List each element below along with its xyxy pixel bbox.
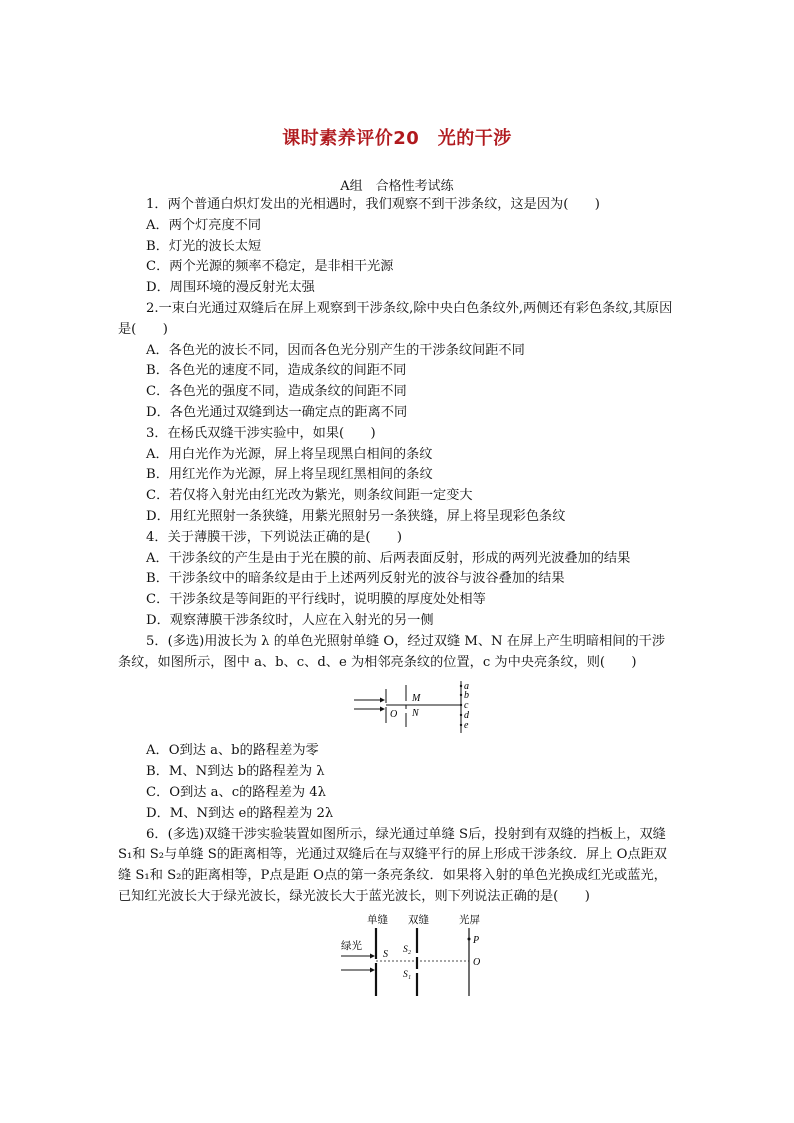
q6-label-p: P — [473, 934, 480, 946]
q3-option-c: C．若仅将入射光由红光改为紫光，则条纹间距一定变大 — [146, 488, 473, 504]
q2-option-d: D．各色光通过双缝到达一确定点的距离不同 — [146, 404, 408, 420]
q5-option-c: C．O到达 a、c的路程差为 4λ — [146, 784, 326, 800]
q2-option-c: C．各色光的强度不同，造成条纹的间距不同 — [146, 384, 407, 400]
q6-label-screen: 光屏 — [459, 913, 480, 926]
q5-label-d: d — [464, 710, 469, 722]
q4-option-a: A．干涉条纹的产生是由于光在膜的前、后两表面反射，形成的两列光波叠加的结果 — [146, 550, 631, 566]
q1-stem: 1．两个普通白炽灯发出的光相遇时，我们观察不到干涉条纹，这是因为( ) — [146, 197, 600, 212]
q6-stem: 6．(多选)双缝干涉实验装置如图所示，绿光通过单缝 S后，投射到有双缝的挡板上，双缝 S₁和 S₂与单缝 S的距离相等，光通过双缝后在与双缝平行的屏上形成干涉条纹．屏上 O点距双缝 S₁和 S₂的距离相等，P点是距 O点的第一条亮条纹．如果将入射的单色光换成红光或蓝光，已知红光波长大于绿光波长，绿光波长大于蓝光波长，则下列说法正确的是( ) — [118, 826, 667, 904]
q1-option-c: C．两个光源的频率不稳定，是非相干光源 — [146, 259, 394, 275]
q2-option-b: B．各色光的速度不同，造成条纹的间距不同 — [146, 363, 407, 379]
question-list — [118, 195, 678, 998]
q5-double-slit-figure — [350, 679, 474, 735]
q3-stem: 3．在杨氏双缝干涉实验中，如果( ) — [146, 425, 376, 441]
q5-label-e: e — [464, 720, 469, 732]
q4-stem: 4．关于薄膜干涉，下列说法正确的是( ) — [146, 529, 403, 545]
q3-option-a: A．用白光作为光源，屏上将呈现黑白相间的条纹 — [146, 446, 433, 462]
q5-label-c: c — [464, 700, 469, 712]
q6-label-o: O — [473, 956, 481, 968]
q1-option-d: D．周围环境的漫反射光太强 — [146, 280, 315, 296]
q5-option-d: D．M、N到达 e的路程差为 2λ — [146, 805, 334, 821]
q5-label-n: N — [412, 708, 419, 720]
q4-option-b: B．干涉条纹中的暗条纹是由于上述两列反射光的波谷与波谷叠加的结果 — [146, 571, 565, 587]
q5-label-b: b — [464, 690, 469, 702]
group-heading: A组 合格性考试练 — [340, 179, 454, 194]
q5-label-m: M — [412, 693, 421, 705]
q1-option-b: B．灯光的波长太短 — [146, 238, 262, 254]
q4-option-d: D．观察薄膜干涉条纹时，人应在入射光的另一侧 — [146, 612, 434, 628]
q6-label-green-light: 绿光 — [341, 939, 362, 952]
q6-double-slit-apparatus-figure — [338, 912, 498, 998]
q1-option-a: A．两个灯亮度不同 — [146, 217, 262, 233]
q5-option-a: A．O到达 a、b的路程差为零 — [146, 743, 319, 759]
q5-option-b: B．M、N到达 b的路程差为 λ — [146, 764, 325, 780]
q2-stem: 2.一束白光通过双缝后在屏上观察到干涉条纹,除中央白色条纹外,两侧还有彩色条纹,其原因是( ) — [118, 300, 673, 337]
q3-option-b: B．用红光作为光源，屏上将呈现红黑相间的条纹 — [146, 467, 433, 483]
q3-option-d: D．用红光照射一条狭缝，用紫光照射另一条狭缝，屏上将呈现彩色条纹 — [146, 508, 566, 524]
q6-label-s1: S₁ — [403, 969, 412, 980]
q6-label-single-slit: 单缝 — [367, 913, 388, 926]
page-title: 课时素养评价20 光的干涉 — [282, 128, 512, 149]
q5-label-a: a — [464, 681, 469, 693]
q5-stem: 5．(多选)用波长为 λ 的单色光照射单缝 O，经过双缝 M、N 在屏上产生明暗相间的干涉条纹，如图所示，图中 a、b、c、d、e 为相邻亮条纹的位置，c 为中央亮条纹，则( ) — [118, 633, 666, 670]
q5-label-o: O — [390, 709, 398, 721]
q4-option-c: C．干涉条纹是等间距的平行线时，说明膜的厚度处处相等 — [146, 592, 486, 608]
q6-label-double-slit: 双缝 — [408, 913, 429, 926]
q6-label-s2: S₂ — [403, 944, 412, 955]
q2-option-a: A．各色光的波长不同，因而各色光分别产生的干涉条纹间距不同 — [146, 342, 525, 358]
q6-label-s: S — [383, 948, 388, 960]
